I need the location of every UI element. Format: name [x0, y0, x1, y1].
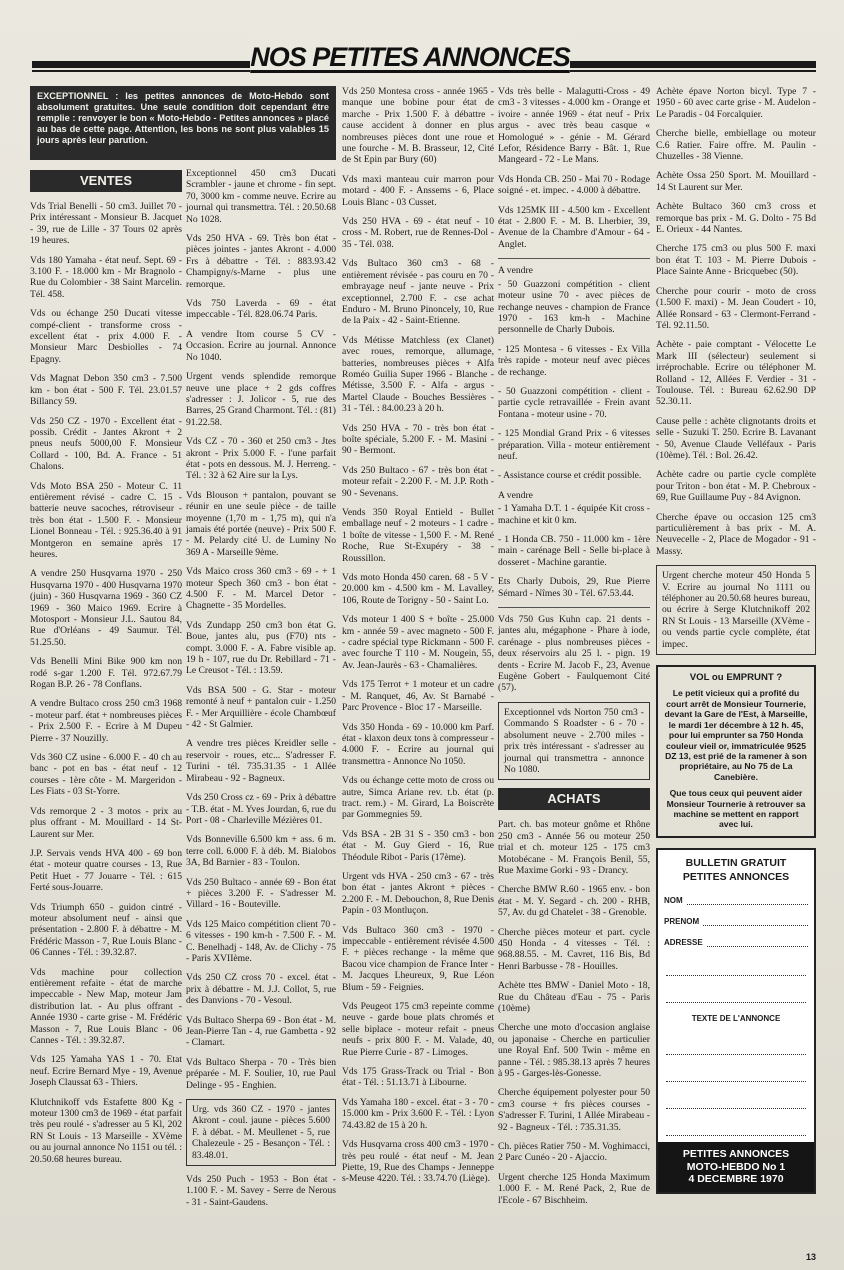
classified-ad: Cherche 175 cm3 ou plus 500 F. maxi bon état T. 103 - M. Pierre Dubois - Place Sainte Anne - Bricquebec (50). [656, 243, 816, 278]
column-5 [656, 86, 816, 1194]
col3-ads [342, 86, 494, 1185]
column-1 [30, 168, 182, 1173]
text-line[interactable] [666, 1109, 806, 1136]
field-prenom-label: PRENOM [664, 917, 700, 927]
classified-ad: Vds 750 Laverda - 69 - état impeccable - Tél. 828.06.74 Paris. [186, 298, 336, 321]
field-nom[interactable] [658, 886, 814, 907]
classified-ad: Vds Trial Benelli - 50 cm3. Juillet 70 - Prix intéressant - Monsieur B. Jacquet - 39, rue de Lille - 37 Tours 02 après 19 heures. [30, 201, 182, 247]
text-line[interactable] [666, 1082, 806, 1109]
classified-ad: Vds Métisse Matchless (ex Clanet) avec roues, remorque, allumage, batteries, nombreuses pièces + Alfa Roméo Guilia Super 1966 - Blanche - Métisse, 3.500 F. - Alfa - argus - Martel Claude - Bouches Bessières - 31 - Tél. : 84.00.23 à 20 h. [342, 334, 494, 415]
classified-ad: Vds Honda CB. 250 - Mai 70 - Rodage soigné - et. impec. - 4.000 à débattre. [498, 173, 650, 197]
col4-achats-ads [498, 819, 650, 1206]
classified-ad: Klutchnikoff vds Estafette 800 Kg - moteur 1300 cm3 de 1969 - état parfait très peu roulé - s'adresser au 5 Kl, 202 RN St Louis - 13 Marseille - XVème ou au journal annonce No 1151 ou tél. : 20.50.68 heures bureau. [30, 1096, 182, 1165]
col2-ads [186, 168, 336, 1091]
classified-ad: Cause pelle : achète clignotants droits et selle - Suzuki T. 250. Ecrire B. Lavanant - 50, Avenue Claude Velléfaux - Paris (10ème). Tél. : Bol. 26.42. [656, 415, 816, 461]
divider [498, 607, 650, 608]
classified-ad: Vds Bultaco 360 cm3 - 68 - entièrement révisée - pas couru en 70 - embrayage neuf - jante neuve - Prix exceptionnel, 2.700 F. - cse achat Enduro - M. Bruno Pinoncely, 10, Rue de la Paix - 42 - Saint-Etienne. [342, 258, 494, 327]
classified-ad: - 1 Honda CB. 750 - 11.000 km - 1ère main - carénage Bell - Selle bi-place à dosseret - Machine garantie. [498, 534, 650, 568]
bulletin-title-1: BULLETIN GRATUIT [685, 856, 787, 869]
classified-ad: Vds 125 Yamaha YAS 1 - 70. Etat neuf. Ecrire Bernard Mye - 19, Avenue Joseph Claussat 63 - Thiers. [30, 1054, 182, 1089]
classified-ad: Achète ttes BMW - Daniel Moto - 18, Rue du Château d'Eau - 75 - Paris (10ème) [498, 980, 650, 1014]
classified-ad: Vds CZ - 70 - 360 et 250 cm3 - Jtes akront - Prix 5.000 F. - l'une parfait état - pots en dessous. M. J. Herreng. - Tél. : 32 à 62 Aire sur la Lys. [186, 436, 336, 482]
title-box [250, 36, 570, 78]
classified-ad: A vendre tres pièces Kreidler selle - reservoir - roues, etc... S'adresser F. Turini - tél. 735.31.35 - 1 Allée Mirabeau - 92 - Bagneux. [186, 738, 336, 784]
classified-ad: Cherche pour courir - moto de cross (1.500 F. maxi) - M. Jean Coudert - 10, Allée Ronsard - 63 - Clermont-Ferrand - Tél. 92.11.50. [656, 285, 816, 331]
classified-ad: Vds Zundapp 250 cm3 bon état G. Boue, jantes alu, pus (F70) nts - compt. 3.000 F. - A. Fabre visible ap. 19 h - 107, rue du Dr. Rebillard - 71 - Le Creusot - Tél. : 13.59. [186, 619, 336, 677]
classified-ad: Vds ou échange cette moto de cross ou autre, Simca Ariane rev. t.b. état (p. tract. rem.) - M. Girard, La Boiscrète par Gommegnies 59. [342, 775, 494, 821]
classified-ad: Vds très belle - Malagutti-Cross - 49 cm3 - 3 vitesses - 4.000 km - Orange et ivoire - année 1969 - état neuf - Prix argus - avec très beau casque « Homologué » - génie - M. Gérard Lefor, Résidence Barry - Bât. 1, Rue Mangeard - 72 - Le Mans. [498, 86, 650, 166]
vol-text: Le petit vicieux qui a profité du court arrêt de Monsieur Tournerie, devant la Gare de l'Est, à Marseille, le mardi 1er décembre à 12 h. 45, pour lui emprunter sa 750 Honda couleur vieil or, immatriculée 9525 DZ 13, est prié de la ramener à son propriétaire, au No 75 de La Canebière. [664, 688, 808, 782]
column-2 [186, 168, 336, 1216]
field-prenom[interactable] [658, 907, 814, 928]
bulletin-title [658, 850, 814, 886]
ad-boxed-norton: Exceptionnel vds Norton 750 cm3 - Commando S Roadster - 6 - 70 - absolument neuve - 2.700 miles - prix très intéressant - s'adresser au journal qui transmettra - annonce No 1080. [498, 702, 650, 780]
classified-ad: Vds Benelli Mini Bike 900 km non rodé s-gar 1.200 F. Tél. 972.67.79 Rogan B.P. 26 - 78 Conflans. [30, 656, 182, 691]
classified-ad: Vds 125MK III - 4.500 km - Excellent état - 2.800 F. - M. B. Lherbier, 39, Avenue de la Chambre d'Amour - 64 - Anglet. [498, 204, 650, 250]
classified-ad: A vendre Itom course 5 CV - Occasion. Ecrire au journal. Annonce No 1040. [186, 328, 336, 363]
classified-ad: Vds moteur 1 400 S + boîte - 25.000 km - année 59 - avec magneto - 500 F. - cadre spécial type Rickmann - 500 F. avec fourche T 110 - M. Nougein, 55, Av. Jean-Jaurès - 63 - Chamalières. [342, 614, 494, 671]
footer-line-3: 4 DECEMBRE 1970 [688, 1173, 784, 1186]
classified-ad: Vds 350 Honda - 69 - 10.000 km Parf. état - klaxon deux tons à compresseur - 4.000 F. - Ecrire au journal qui transmettra - Annonce No 1050. [342, 721, 494, 767]
avendre-label: A vendre [498, 265, 533, 277]
vol-emprunt-box [656, 665, 816, 838]
text-label: TEXTE DE L'ANNONCE [691, 1013, 781, 1023]
field-adresse[interactable] [658, 928, 814, 949]
footer-line-1: PETITES ANNONCES [682, 1148, 790, 1161]
classified-ad: Vds Husqvarna cross 400 cm3 - 1970 - très peu roulé - état neuf - M. Jean Piette, 19, Rue des Champs - Jenneppe s-Meuse 4220. Tél. : 33.74.70 (Liège). [342, 1139, 494, 1185]
page-number: 13 [805, 1252, 816, 1262]
col4-top-ads [498, 86, 650, 250]
classified-ad: Vds Moto BSA 250 - Moteur C. 11 entièrement révisé - cadre C. 15 - batterie neuve sacoches, rétroviseur - très bon état - 1.500 F. - Monsieur Lionel Bonneau - Tél. : 925.36.40 à 91 Montgeron en semaine après 17 heures. [30, 480, 182, 560]
classified-ad: Vds Bultaco Sherpa - 70 - Très bien préparée - M. F. Soulier, 10, rue Paul Delinge - 95 - Enghien. [186, 1056, 336, 1091]
classified-ad: Vds moto Honda 450 caren. 68 - 5 V - 20.000 km - 4.500 km - M. Lavalley, 106, Route de Torigny - 50 - Saint Lo. [342, 572, 494, 606]
bulletin-title-2: PETITES ANNONCES [682, 870, 790, 883]
classified-ad: Vds 180 Yamaha - état neuf. Sept. 69 - 3.100 F. - 18.000 km - Mr Bragnolo - Rue du Colombier - 38 Saint Marcelin. Tél. 458. [30, 254, 182, 300]
classified-ad: Vds 250 Bultaco - 67 - très bon état - moteur refait - 2.200 F. - M. J.P. Roth - 90 - Sevenans. [342, 464, 494, 499]
field-prenom-line[interactable] [703, 924, 808, 926]
ad-puch: Vds 250 Puch - 1953 - Bon état - 1.100 F. - M. Savey - Serre de Nerous - 31 - Saint-Gaudens. [186, 1174, 336, 1208]
classified-ad: Ch. pièces Ratier 750 - M. Voghimacci, 2 Parc Cunéo - 20 - Ajaccio. [498, 1141, 650, 1164]
classified-ad: Vds 250 HVA - 70 - très bon état - boîte spéciale, 5.200 F. - M. Masini - 90 - Bermont. [342, 422, 494, 457]
classified-ad: J.P. Servais vends HVA 400 - 69 bon état - moteur quatre courses - 13, Rue Petit Huet - 77 Jouarre - Tél. : 615 Ferté sous-Jouarre. [30, 847, 182, 894]
classified-ad: Vds 250 HVA - 69. Très bon état - pièces jointes - jantes Akront - 4.000 Frs à débattre - Tél. : 883.93.42 Champigny/s-Marne - plus une remorque. [186, 233, 336, 290]
classified-ad: Vds 360 CZ usine - 6.000 F. - 40 ch au banc - pot en bas - état neuf - 12 courses - 1ère côte - M. Margeridon - Les Fiats - 03 St-Yorre. [30, 752, 182, 798]
classified-ad: Exceptionnel 450 cm3 Ducati Scrambler - jaune et chrome - fin sept. 70, 3000 km - comme neuve. Ecrire au journal qui transmettra. Tél. : 20.50.68 No 1028. [186, 168, 336, 225]
classified-ad: Vds maxi manteau cuir marron pour motard - 400 F. - Anssems - 6, Place Louis Blanc - 03 Cusset. [342, 173, 494, 208]
classified-ad: Vds Bultaco 360 cm3 - 1970 - impeccable - entièrement révisée 4.500 F. + pièces rechange - la même que Bacou vice champion de France Inter - M. Jacques Lheureux, 9, Rue Léon Blum - 59 - Feignies. [342, 924, 494, 993]
avendre-label-2: A vendre [498, 489, 533, 501]
classified-ad: Vds 250 Montesa cross - année 1965 - manque une bobine pour état de marche - Prix 1.500 F. à débattre - cause accident à donner en plus nombreuses pièces dont une roue et une fourche - M. B. Brasseur, 12, Cité de St Epin par Bury (60) [342, 86, 494, 166]
achats-header: ACHATS [498, 788, 650, 810]
classified-ad: Cherche équipement polyester pour 50 cm3 course + frs pièces courses - S'adresser F. Turini, 1 Allée Mirabeau - 92 - Bagneux - Tél. : 735.31.35. [498, 1087, 650, 1133]
classified-ad: - 50 Guazzoni compétition - client moteur usine 70 - avec pièces de rechange neuves - champion de France 1970 - 163 km-h - Machine personnelle de Charly Dubois. [498, 278, 650, 336]
classified-ad: A vendre 250 Husqvarna 1970 - 250 Husqvarna 1970 - 400 Husqvarna 1970 (juin) - 360 Husqvarna 1969 - 360 CZ 1969 - 360 Maico 1969. Ecrire à Motosport - Monsieur J.L. Sautou 84, Rue d'Orléans - 49 Saumur. Tél. 51.25.50. [30, 568, 182, 648]
ad-charly-dubois: Ets Charly Dubois, 29, Rue Pierre Sémard - Nîmes 30 - Tél. 67.53.44. [498, 576, 650, 599]
ad-boxed-honda-450: Urgent cherche moteur 450 Honda 5 V. Ecrire au journal No 1111 ou téléphoner au 20.50.68 heures bureau, ou écrire à Serge Klutchnikoff 202 RN St Louis - 13 Marseille (XVème - ou vends partie cycle complète, état impec. [656, 565, 816, 655]
classified-ad: Cherche bielle, embiellage ou moteur C.6 Ratier. Faire offre. M. Paulin - Chuzelles - 38 Vienne. [656, 128, 816, 163]
classified-ad: Vds 250 Cross cz - 69 - Prix à débattre - T.B. état - M. Yves Jourdan, 6, rue du Port - 08 - Charleville Mézières 01. [186, 792, 336, 826]
classified-ad: Achète cadre ou partie cycle complète pour Triton - bon état - M. P. Chebroux - 69, Rue Guillaume Puy - 84 Avignon. [656, 469, 816, 504]
classified-ad: Vds 250 HVA - 69 - état neuf - 10 cross - M. Robert, rue de Rennes-Dol - 35 - Tél. 038. [342, 216, 494, 250]
field-adresse-line[interactable] [707, 945, 808, 947]
bulletin-footer [658, 1142, 814, 1192]
classified-ad: Urgent vds HVA - 250 cm3 - 67 - très bon état - jantes Akront + pièces - 2.200 F. - M. Debouchon, 8, Rue Denis Papin - 03 Montluçon. [342, 870, 494, 917]
classified-ad: Vds BSA - 2B 31 S - 350 cm3 - bon état - M. Guy Gierd - 16, Rue Théodule Ribot - Paris (17ème). [342, 828, 494, 863]
classified-ad: Vds ou échange 250 Ducati vitesse compé-client - transforme cross - excellent état - prix 4.000 F. - Monsieur Marc Desbiolles - 74 Epagny. [30, 308, 182, 365]
notice-box: EXCEPTIONNEL : les petites annonces de Moto-Hebdo sont absolument gratuites. Une seule condition doit cependant être remplie : renvoyer le bon « Moto-Hebdo - Petites annonces » placé au bas de cette page. Attention, les bons ne sont plus valables 15 jours après leur parution. [30, 86, 336, 160]
vol-title: VOL ou EMPRUNT ? [689, 672, 783, 684]
classified-ad: Vds 175 Grass-Track ou Trial - Bon état - Tél. : 51.13.71 à Libourne. [342, 1066, 494, 1089]
address-line[interactable] [666, 949, 806, 976]
classified-ad: Vds BSA 500 - G. Star - moteur remonté à neuf + pantalon cuir - 1.250 F. - Mer Arquillière - école Chambœuf - 42 - St Galmier. [186, 684, 336, 731]
classified-ad: Achète Bultaco 360 cm3 cross et remorque bas prix - M. G. Dolto - 75 Bd E. Orieux - 44 Nantes. [656, 201, 816, 236]
field-adresse-label: ADRESSE [664, 938, 703, 948]
col4-avendre-ads [498, 279, 650, 482]
text-line[interactable] [666, 1055, 806, 1082]
field-nom-label: NOM [664, 896, 683, 906]
classified-ad: Urgent vends splendide remorque neuve une place + 2 gds coffres s'adresser : J. Jolicor - 5, rue des Barres, 25 Grand Charmont. Tél. : (81) 91.22.58. [186, 371, 336, 428]
text-line[interactable] [666, 1028, 806, 1055]
classified-ad: Vds Maico cross 360 cm3 - 69 - + 1 moteur Spech 360 cm3 - bon état - 4.500 F. - M. Marcel Detor - Chagnette - 35 Mordelles. [186, 566, 336, 612]
classified-ad: Achète épave Norton bicyl. Type 7 - 1950 - 60 avec carte grise - M. Audelon - Le Paradis - 04 Forcalquier. [656, 86, 816, 120]
footer-line-2: MOTO-HEBDO No 1 [686, 1160, 786, 1173]
classified-ad: Vds 175 Terrot + 1 moteur et un cadre - M. Ranquet, 46, Av. St Barnabé - Parc Provence - Bloc 17 - Marseille. [342, 679, 494, 714]
classified-ad: Cherche BMW R.60 - 1965 env. - bon état - M. Y. Segard - ch. 200 - RHB, 57, Av. du gd Chatelet - 38 - Grenoble. [498, 884, 650, 919]
classified-ad: Urgent cherche 125 Honda Maximum 1.000 F. - M. René Pack, 2, Rue de l'Ecole - 67 Bischheim. [498, 1171, 650, 1206]
classified-ad: Vds 250 CZ - 1970 - Excellent état - possib. Crédit - Jantes Akront + 2 pneus neufs 5000,00 F. Monsieur Collard - 100, Bd. A. France - 51 Chalons. [30, 415, 182, 473]
classified-ad: Vds Peugeot 175 cm3 repeinte comme neuve - garde boue plats chromés et selle biplace - moteur refait - pneus neufs - prix 800 F. - M. Valade, 40, Rue Pierre Curie - 87 - Limoges. [342, 1001, 494, 1058]
field-nom-line[interactable] [687, 903, 808, 905]
classified-ad: Vds Yamaha 180 - excel. état - 3 - 70 - 15.000 km - Prix 3.600 F. - Tél. : Lyon 74.43.82 de 15 à 20 h. [342, 1096, 494, 1131]
classified-ad: Cherche une moto d'occasion anglaise ou japonaise - Cherche en particulier une Royal Enf. 500 Twin - même en panne - Tél. : 985.38.13 après 7 heures à 95 - Garges-lès-Gonesse. [498, 1022, 650, 1080]
classified-ad: Vends 350 Royal Entield - Bullet emballage neuf - 2 moteurs - 1 cadre - 1 boîte de vitesse - 1,500 F. - M. René Roche, Rue St-Exupéry - 38 - Roussillon. [342, 507, 494, 564]
classified-ad: Vds 250 CZ cross 70 - excel. état - prix à débattre - M. J.J. Collot, 5, rue des Danvions - 70 - Vesoul. [186, 972, 336, 1007]
classified-ad: - 125 Mondial Grand Prix - 6 vitesses préparation. Villa - moteur entièrement neuf. [498, 428, 650, 462]
classified-ad: Cherche épave ou occasion 125 cm3 particulièrement à bas prix - M. A. Neuvecelle - 2, Place de Mogador - 91 - Massy. [656, 511, 816, 557]
classified-ad: A vendre Bultaco cross 250 cm3 1968 - moteur parf. état + nombreuses pièces - Prix 2.500 F. - Ecrire à M Dupeu Pierre - 37 Nouzilly. [30, 698, 182, 744]
page-title: NOS PETITES ANNONCES [250, 42, 570, 72]
classified-ad: Vds Triumph 650 - guidon cintré - moteur absolument neuf - ainsi que présentation - 2.800 F. à débattre - M. Frédéric Masson - 7, Rue Louis Blanc - 06 Cannes - Tél. : 39.32.87. [30, 901, 182, 959]
classified-ad: Vds Magnat Debon 350 cm3 - 7.500 km - bon état - 500 F. Tél. 23.01.57 Billancy 59. [30, 373, 182, 408]
classified-ad: Vds Blouson + pantalon, pouvant se réunir en une seule pièce - de taille moyenne (1,70 m - 1,75 m), qui n'a jamais été portée (neuve) - Prix 500 F. - M. Pelardy cité U. de Luminy No 369 A - Marseille 9ème. [186, 489, 336, 558]
classified-ad: Achète - paie comptant - Vélocette Le Mark III (sélecteur) seulement si irréprochable. Ecrire ou téléphoner M. Rolland - 12, Allées F. Verdier - 31 - Toulouse. Tél. : Bureau 62.62.90 DP 52.30.11. [656, 339, 816, 408]
classified-ad: Vds 250 Bultaco - année 69 - Bon état + pièces 3.200 F. - S'adresser M. Villard - 16 - Bouteville. [186, 876, 336, 911]
column-4 [498, 86, 650, 1214]
classified-ad: Vds remorque 2 - 3 motos - prix au plus offrant - M. Mouillard - 14 St-Laurent sur Mer. [30, 805, 182, 840]
ad-gus-kuhn: Vds 750 Gus Kuhn cap. 21 dents - jantes alu, mégaphone - Phare à iode, carénage - plus nombreuses pièces - deux réservoirs alu 25 l. - pign. 19 dents - Ecrire M. Jacob F., 23, Avenue Eugène Gobert - Faulquemont Cité (57). [498, 614, 650, 694]
divider [498, 258, 650, 259]
col4-avendre2-ads [498, 503, 650, 568]
vol-text-2: Que tous ceux qui peuvent aider Monsieur Tournerie à retrouver sa machine se mettent en rapport avec lui. [666, 788, 806, 830]
classified-ad: Part. ch. bas moteur gnôme et Rhône 250 cm3 - Année 56 ou moteur 250 trial et ch. moteur 125 - 175 cm3 Motobécane - M. François Benil, 55, Rue Maxime Gorki - 93 - Drancy. [498, 819, 650, 876]
column-3 [342, 86, 494, 1193]
classified-ad: Vds Bultaco Sherpa 69 - Bon état - M. Jean-Pierre Tan - 4, rue Gambetta - 92 - Clamart. [186, 1014, 336, 1049]
classified-ad: Vds machine pour collection entièrement refaite - état de marche impeccable - New Map, moteur Jam distribution lat. - Au plus offrant - Année 1930 - carte grise - M. Frédéric Masson - 7, Rue Louis Blanc - 06 Cannes - Tél. : 39.32.87. [30, 966, 182, 1046]
classified-ad: - 50 Guazzoni compétition - client - partie cycle retravaillée - Frein avant Fontana - moteur usine - 70. [498, 385, 650, 420]
classified-ad: Vds Bonneville 6.500 km + ass. 6 m. terre coll. 6.000 F. à déb. M. Bialobos 3A, Bd Barnier - 83 - Toulon. [186, 834, 336, 869]
classified-ad: - 1 Yamaha D.T. 1 - équipée Kit cross - machine et kit 0 km. [498, 503, 650, 526]
bulletin-form [656, 848, 816, 1194]
address-line[interactable] [666, 976, 806, 1003]
classified-ad: - 125 Montesa - 6 vitesses - Ex Villa très rapide - moteur neuf avec pièces de rechange. [498, 343, 650, 378]
classified-ad: Vds 125 Maico compétition client 70 - 6 vitesses - 190 km-h - 7.500 F. - M. C. Benelhadj - 148, Av. de Clichy - 75 - Paris XVIIème. [186, 918, 336, 964]
col1-ads [30, 201, 182, 1165]
classified-ad: - Assistance course et crédit possible. [498, 470, 642, 482]
ventes-header: VENTES [30, 170, 182, 192]
col5-ads [656, 86, 816, 557]
classified-ad: Achète Ossa 250 Sport. M. Mouillard - 14 St Laurent sur Mer. [656, 170, 816, 193]
classified-ad: Cherche pièces moteur et part. cycle 450 Honda - 4 vitesses - Tél. : 968.88.55. - M. Cavret, 116 Bis, Bd Henri Barbusse - 78 - Houilles. [498, 926, 650, 972]
ad-boxed-cz: Urg. vds 360 CZ - 1970 - jantes Akront - coul. jaune - pièces 5.600 F. à débat. - M. Meullenet - 5, rue Chalezeule - 25 - Besançon - Tél. : 83.48.01. [186, 1099, 336, 1166]
